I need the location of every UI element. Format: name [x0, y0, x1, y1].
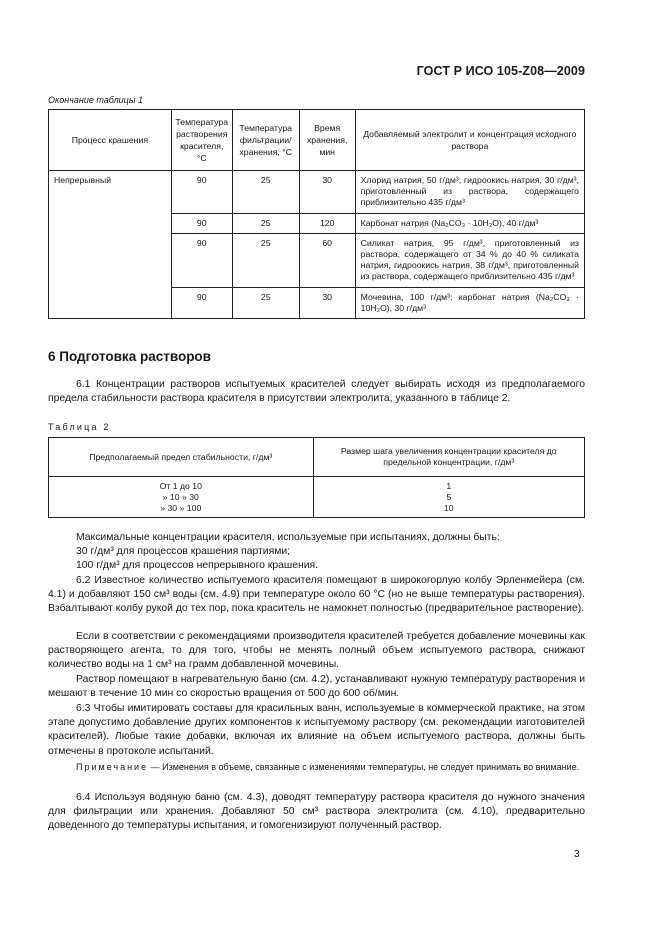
table1-cell-electrolyte: Мочевина, 100 г/дм³; карбонат натрия (Na₂CO₃ · 10H₂O), 30 г/дм³ [355, 287, 584, 318]
table1-cell-filter-temp: 25 [232, 233, 299, 287]
table1-cell-time: 30 [299, 171, 355, 214]
table1-cell-dissolve-temp: 90 [171, 233, 232, 287]
table1-cell-filter-temp: 25 [232, 287, 299, 318]
table2-header-row [49, 438, 585, 477]
table1-cell-time: 60 [299, 233, 355, 287]
paragraph-max-batch: 30 г/дм³ для процессов крашения партиями; [76, 546, 291, 557]
table2-limit-1: От 1 до 10 [159, 481, 202, 491]
table1-cell-electrolyte: Хлорид натрия, 50 г/дм³; гидроокись натрия, 30 г/дм³, приготовленный из раствора, содержащего приблизительно 435 г/дм³ [355, 171, 584, 214]
paragraph-6-2-urea: Если в соответствии с рекомендациями производителя красителей требуется добавление мочевины как растворяющего агента, то для того, чтобы не менять полный объем испытуемого раствора, снижают количество воды на 1 см³ на грамм добавленной мочевины. [48, 631, 585, 671]
page-number: 3 [574, 849, 580, 860]
table2-limit-3: » 30 » 100 [160, 503, 202, 513]
table1-cell-dissolve-temp: 90 [171, 171, 232, 214]
table1-caption: Окончание таблицы 1 [48, 95, 143, 105]
note [48, 761, 585, 773]
table1-cell-time: 120 [299, 213, 355, 233]
table1-header-row [49, 110, 585, 171]
table1-cell-filter-temp: 25 [232, 213, 299, 233]
table1-header-dissolve-temp: Температура растворения красителя, °С [171, 110, 232, 171]
table1-header-electrolyte: Добавляемый электролит и концентрация исходного раствора [355, 110, 584, 171]
table1-cell-filter-temp: 25 [232, 171, 299, 214]
table-1 [48, 109, 585, 319]
table2-header-step: Размер шага увеличения концентрации красителя до предельной концентрации, г/дм³ [313, 438, 584, 477]
table-2 [48, 437, 585, 518]
table2-step-1: 1 [446, 481, 452, 491]
paragraph-6-3: 6.3 Чтобы имитировать составы для красильных ванн, используемые в коммерческой практике, на этом этапе допустимо добавление других компонентов к испытуемому раствору (см. рекомендации изготовителей красителей). Любые такие добавки, включая их влияние на объем испытуемого раствора, должны быть отмечены в протоколе испытаний. [48, 703, 585, 757]
table1-process-cell-empty [49, 287, 172, 318]
table1-process-cell-empty [49, 213, 172, 233]
table2-header-limit: Предполагаемый предел стабильности, г/дм³ [49, 438, 314, 477]
table1-header-filter-temp: Температура фильтрации/ хранения, °С [232, 110, 299, 171]
note-text: — Изменения в объеме, связанные с изменениями температуры, не следует принимать во внимание. [148, 762, 580, 772]
table-row [49, 233, 585, 287]
paragraph-max-continuous: 100 г/дм³ для процессов непрерывного крашения. [76, 560, 319, 571]
table1-cell-dissolve-temp: 90 [171, 213, 232, 233]
table1-process-cell: Непрерывный [49, 171, 172, 214]
paragraph-6-2-bath: Раствор помещают в нагревательную баню (см. 4.2), устанавливают нужную температуру растворения и мешают в течение 10 мин со скоростью вращения от 500 до 600 об/мин. [48, 674, 585, 700]
table1-cell-dissolve-temp: 90 [171, 287, 232, 318]
table-row [49, 171, 585, 214]
paragraph-max-intro: Максимальные концентрации красителя, используемые при испытаниях, должны быть: [76, 532, 500, 543]
table2-step-3: 10 [443, 503, 454, 513]
table-row [49, 477, 585, 518]
table1-header-process: Процесс крашения [49, 110, 172, 171]
table1-cell-time: 30 [299, 287, 355, 318]
table1-process-cell-empty [49, 233, 172, 287]
table1-cell-electrolyte: Силикат натрия, 95 г/дм³, приготовленный из раствора, содержащего от 34 % до 40 % силиката натрия, гидроокись натрия, 38 г/дм³, приготовленный из раствора, содержащего приблизительно 435 г/дм³ [355, 233, 584, 287]
table1-cell-electrolyte: Карбонат натрия (Na₂CO₃ · 10H₂O), 40 г/дм³ [355, 213, 584, 233]
standard-header: ГОСТ Р ИСО 105-Z08—2009 [416, 64, 585, 78]
table1-header-time: Время хранения, мин [299, 110, 355, 171]
table2-step-2: 5 [446, 492, 452, 502]
table2-step-cell [313, 477, 584, 518]
table2-limit-2: » 10 » 30 [162, 492, 199, 502]
table2-label: Таблица 2 [48, 422, 111, 432]
paragraph-6-4: 6.4 Используя водяную баню (см. 4.3), доводят температуру раствора красителя до нужного значения для фильтрации или хранения. Добавляют 50 см³ раствора электролита (см. 4.10), предварительно доведенного до температуры испытания, и гомогенизируют полученный раствор. [48, 792, 585, 832]
paragraph-6-2: 6.2 Известное количество испытуемого красителя помещают в широкогорлую колбу Эрленмейера (см. 4.1) и добавляют 150 см³ воды (см. 4.9) при температуре около 60 °С (но не выше температуры растворения). Взбалтывают колбу рукой до тех пор, пока краситель не намокнет полностью (предварительное растворение). [48, 575, 585, 615]
note-label: Примечание [76, 762, 149, 772]
table-row [49, 213, 585, 233]
section-6-title: 6 Подготовка растворов [48, 349, 211, 364]
table2-limit-cell [49, 477, 314, 518]
table-row [49, 287, 585, 318]
paragraph-6-1: 6.1 Концентрации растворов испытуемых красителей следует выбирать исходя из предполагаемого предела стабильности раствора красителя в присутствии электролита, указанного в таблице 2. [48, 379, 585, 405]
